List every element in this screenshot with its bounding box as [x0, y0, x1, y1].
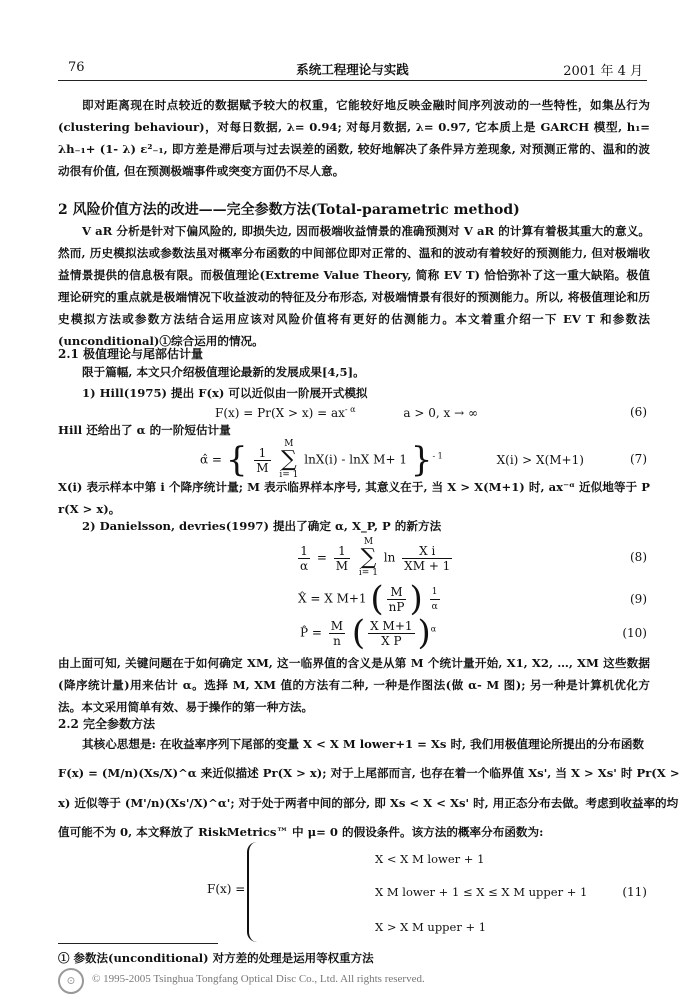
danielsson-item: 2) Danielsson, devries(1997) 提出了确定 α, X_P, P 的新方法 — [82, 519, 442, 533]
equation-10: P̂ = $\frac{M}{n}$ ( $\frac{\text{X M+1}}{\text{X P}}$ )$^\alpha$ — [300, 613, 437, 653]
section-2-paragraph: V aR 分析是针对下偏风险的, 即损失边, 因而极端收益情景的准确预测对 V aR 的计算有着极其重大的意义。然而, 历史模拟法或参数法虽对概率分布函数的中间部位即对正常的、温和的波动有着较好的预测能力, 但对极端收益情景提供的信息极有限。而极值理论(Extreme Value Theory, 简称 EV T) 恰恰弥补了这一重大缺陷。极值理论研究的重点就是极端情况下收益波动的特征及分布形态, 对极端情景有很好的预测能力。所以, 将极值理论和历史模拟方法或参数方法结合运用应该对风险价值将有更好的估测能力。本文着重介绍一下 EV T 和参数法(unconditional)①综合运用的情况。 — [58, 224, 650, 348]
equation-9: X̂ = X M+1 ( $\frac{M}{nP}$ ) $\frac{1}{\alpha}$ — [298, 579, 438, 619]
equation-6-number: (6) — [630, 405, 647, 419]
hill-estimator-text: Hill 还给出了 α 的一阶短估计量 — [58, 423, 231, 437]
equation-11-brace — [247, 842, 263, 942]
intro-paragraph: 即对距离现在时点较近的数据赋予较大的权重，它能较好地反映金融时间序列波动的一些特性，如集丛行为(clustering behaviour)，对每日数据, λ= 0.94; 对每月数据, λ= 0.97, 它本质上是 GARCH 模型, h₁= λh₋₁+ (1- λ) ε²₋₁, 即方差是滞后项与过去误差的函数, 较好地解决了条件异方差现象, 对预测正常的、温和的波动很有价值, 但在预测极端事件或突变方面仍不尽人意。 — [58, 98, 650, 178]
equation-8: $\frac{1}{\alpha}$ = $\frac{1}{M}$ M ∑ i= 1 ln $\frac{\text{X i}}{XM + 1}$ — [300, 537, 451, 578]
subsection-2-1-intro: 限于篇幅, 本文只介绍极值理论最新的发展成果[4,5]。 — [82, 365, 365, 379]
critical-value-paragraph: 由上面可知, 关键问题在于如何确定 XM, 这一临界值的含义是从第 M 个统计量开始, X1, X2, …, XM 这些数据(降序统计量)用来估计 α。选择 M, XM 值的方法有二种, 一种是作图法(做 α- M 图); 另一种是计算机优化方法。本文采用简单有效、易于操作的第一种方法。 — [58, 656, 650, 714]
eq6-exponent: - α — [344, 405, 356, 414]
equation-10-number: (10) — [622, 626, 647, 640]
core-idea-line-3: x) 近似等于 (M'/n)(Xs'/X)^α'; 对于处于两者中间的部分, 即 Xs < X < Xs' 时, 用正态分布去做。考虑到收益率的均 — [58, 796, 679, 810]
eq7-body: lnX(i) - lnX M+ 1 — [304, 452, 407, 467]
running-header — [58, 58, 647, 81]
core-idea-line-4: 值可能不为 0, 本文释放了 RiskMetrics™ 中 μ= 0 的假设条件。该方法的概率分布函数为: — [58, 825, 544, 839]
issue-date: 2001 年 4 月 — [563, 64, 643, 79]
eq7-fraction: $\frac{1}{M}$ — [256, 445, 269, 475]
page-number: 76 — [68, 60, 85, 75]
publisher-logo-icon: ⊙ — [58, 968, 84, 994]
core-idea-line-2: F(x) = (M/n)(Xs/X)^α 来近似描述 Pr(X > x); 对于上尾部而言, 也存在着一个临界值 Xs', 当 X > Xs' 时 Pr(X > — [58, 766, 680, 780]
footnote-rule — [58, 943, 218, 944]
subsection-2-1-title: 2.1 极值理论与尾部估计量 — [58, 347, 204, 361]
order-statistic-explanation: X(i) 表示样本中第 i 个降序统计量; M 表示临界样本序号, 其意义在于, 当 X > X(M+1) 时, ax⁻ᵅ 近似地等于 P r(X > x)。 — [58, 480, 650, 516]
equation-11-case-1: X < X M lower + 1 — [375, 852, 485, 866]
equation-11-number: (11) — [622, 885, 647, 899]
equation-7: α̂ = { $\frac{1}{M}$ M ∑ i= 1 lnX(i) - lnX M+ 1 }$^{- 1}$ X(i) > X(M+1) — [200, 439, 584, 480]
equation-11-case-2: X M lower + 1 ≤ X ≤ X M upper + 1 — [375, 885, 588, 899]
equation-9-number: (9) — [630, 592, 647, 606]
eq7-alpha-hat: α̂ = — [200, 452, 222, 467]
eq7-exponent: - 1 — [432, 451, 443, 461]
footnote: ① 参数法(unconditional) 对方差的处理是运用等权重方法 — [58, 951, 374, 965]
eq6-lhs: F(x) = Pr(X > x) = ax — [215, 406, 345, 420]
equation-8-number: (8) — [630, 550, 647, 564]
equation-11-case-3: X > X M upper + 1 — [375, 920, 487, 934]
eq7-condition: X(i) > X(M+1) — [496, 452, 584, 467]
core-idea-line-1: 其核心思想是: 在收益率序列下尾部的变量 X < X M lower+1 = Xs 时, 我们用极值理论所提出的分布函数 — [82, 737, 645, 751]
equation-11-lhs: F(x) = — [207, 882, 246, 896]
copyright-notice: © 1995-2005 Tsinghua Tongfang Optical Disc Co., Ltd. All rights reserved. — [92, 973, 425, 985]
subsection-2-2-title: 2.2 完全参数方法 — [58, 717, 156, 731]
eq7-sum: M ∑ i= 1 — [279, 439, 299, 480]
equation-7-number: (7) — [630, 452, 647, 466]
section-2-title: 2 风险价值方法的改进——完全参数方法(Total-parametric method) — [58, 202, 520, 218]
eq6-condition: a > 0, x → ∞ — [403, 406, 478, 420]
hill-item: 1) Hill(1975) 提出 F(x) 可以近似由一阶展开式模拟 — [82, 386, 368, 400]
equation-6 — [215, 405, 478, 420]
journal-title: 系统工程理论与实践 — [296, 62, 409, 77]
